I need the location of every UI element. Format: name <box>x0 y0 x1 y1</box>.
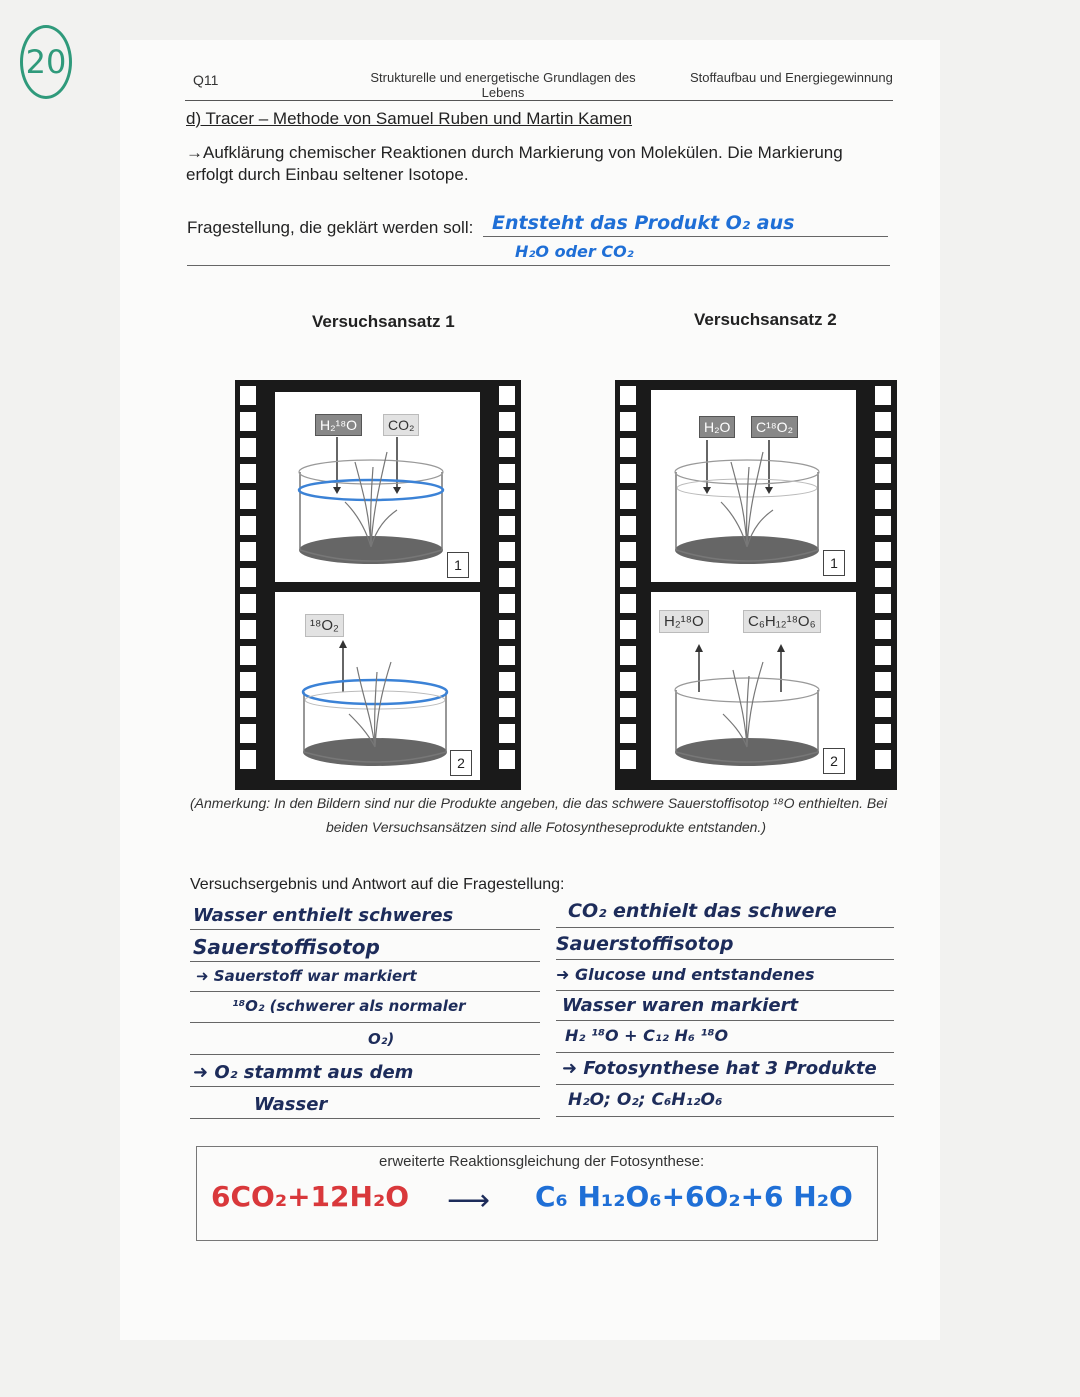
question-answer-line1: Entsteht das Produkt O₂ aus <box>492 212 795 234</box>
header-topic-line2: Lebens <box>481 85 525 100</box>
header-rule <box>185 100 893 101</box>
setup2-product-water: H₂¹⁸O <box>659 610 709 633</box>
setup1-title: Versuchsansatz 1 <box>312 312 455 331</box>
result-left-line2: Sauerstoffisotop <box>193 935 380 959</box>
film-strip-setup1 <box>235 380 521 790</box>
result-left-rule <box>190 961 540 962</box>
result-right-line5: H₂ ¹⁸O + C₁₂ H₆ ¹⁸O <box>565 1026 729 1045</box>
result-left-line1: Wasser enthielt schweres <box>193 905 454 926</box>
question-label: Fragestellung, die geklärt werden soll: <box>187 218 474 237</box>
header-topic-line1: Strukturelle und energetische Grundlagen des <box>370 70 636 85</box>
result-right-rule <box>556 1020 894 1021</box>
intro-line1: →Aufklärung chemischer Reaktionen durch Markierung von Molekülen. Die Markierung <box>186 143 843 162</box>
setup2-frame1 <box>651 390 856 582</box>
result-left-line7: Wasser <box>254 1094 328 1115</box>
setup1-frame2-number: 2 <box>450 750 472 776</box>
equation-box <box>196 1146 878 1241</box>
setup2-input-water: H₂O <box>699 416 735 438</box>
result-right-rule <box>556 1116 894 1117</box>
result-left-rule <box>190 1086 540 1087</box>
result-left-rule <box>190 1054 540 1055</box>
result-left-line5: O₂) <box>368 1030 395 1048</box>
question-answer-line2: H₂O oder CO₂ <box>515 242 634 261</box>
page-number-circle <box>20 25 72 99</box>
note-line1: (Anmerkung: In den Bildern sind nur die Produkte angeben, die das schwere Sauerstoffisotop ¹⁸O enthielten. Bei <box>190 795 888 811</box>
answer-rule-1 <box>483 236 888 237</box>
result-right-line6: ➜ Fotosynthese hat 3 Produkte <box>562 1058 877 1079</box>
setup1-product-o2: ¹⁸O₂ <box>305 614 344 637</box>
header-topic <box>368 70 638 100</box>
equation-reactants: 6CO₂+12H₂O <box>211 1180 410 1213</box>
equation-arrow-icon: ⟶ <box>447 1184 491 1217</box>
result-right-line7: H₂O; O₂; C₆H₁₂O₆ <box>568 1090 723 1110</box>
section-title: d) Tracer – Methode von Samuel Ruben und Martin Kamen <box>186 109 633 128</box>
result-right-line4: Wasser waren markiert <box>562 995 799 1016</box>
result-left-line3: ➜ Sauerstoff war markiert <box>196 967 417 985</box>
setup1-input-water: H₂¹⁸O <box>315 414 362 436</box>
setup2-product-glucose: C₆H₁₂¹⁸O₆ <box>743 610 821 633</box>
result-left-line6: ➜ O₂ stammt aus dem <box>193 1062 414 1083</box>
result-left-rule <box>190 991 540 992</box>
intro-line2: erfolgt durch Einbau seltener Isotope. <box>186 165 469 184</box>
setup1-frame2 <box>275 592 480 780</box>
result-right-rule <box>556 1052 894 1053</box>
result-right-line3: ➜ Glucose und entstandenes <box>556 965 815 984</box>
result-left-rule <box>190 1118 540 1119</box>
header-unit: Stoffaufbau und Energiegewinnung <box>690 70 893 85</box>
result-right-rule <box>556 959 894 960</box>
setup1-input-co2: CO₂ <box>383 414 419 436</box>
setup2-input-co2: C¹⁸O₂ <box>751 416 798 438</box>
setup2-title: Versuchsansatz 2 <box>694 310 837 329</box>
setup1-frame1-number: 1 <box>447 552 469 578</box>
equation-label: erweiterte Reaktionsgleichung der Fotosynthese: <box>379 1153 705 1170</box>
result-right-line1: CO₂ enthielt das schwere <box>568 900 837 922</box>
result-left-rule <box>190 929 540 930</box>
setup2-frame2 <box>651 592 856 780</box>
result-label: Versuchsergebnis und Antwort auf die Fragestellung: <box>190 876 565 893</box>
note-line2: beiden Versuchsansätzen sind alle Fotosyntheseprodukte entstanden.) <box>326 819 766 835</box>
result-right-rule <box>556 927 894 928</box>
setup2-frame1-number: 1 <box>823 550 845 576</box>
setup2-frame2-number: 2 <box>823 748 845 774</box>
result-right-rule <box>556 990 894 991</box>
header-course: Q11 <box>193 72 219 88</box>
page-number: 20 <box>25 43 67 81</box>
result-right-rule <box>556 1084 894 1085</box>
result-left-line4: ¹⁸O₂ (schwerer als normaler <box>232 997 466 1015</box>
film-strip-setup2 <box>615 380 897 790</box>
equation-products: C₆ H₁₂O₆+6O₂+6 H₂O <box>535 1180 853 1213</box>
answer-rule-2 <box>187 265 890 266</box>
setup1-frame1 <box>275 392 480 582</box>
result-right-line2: Sauerstoffisotop <box>556 933 734 955</box>
result-left-rule <box>190 1022 540 1023</box>
